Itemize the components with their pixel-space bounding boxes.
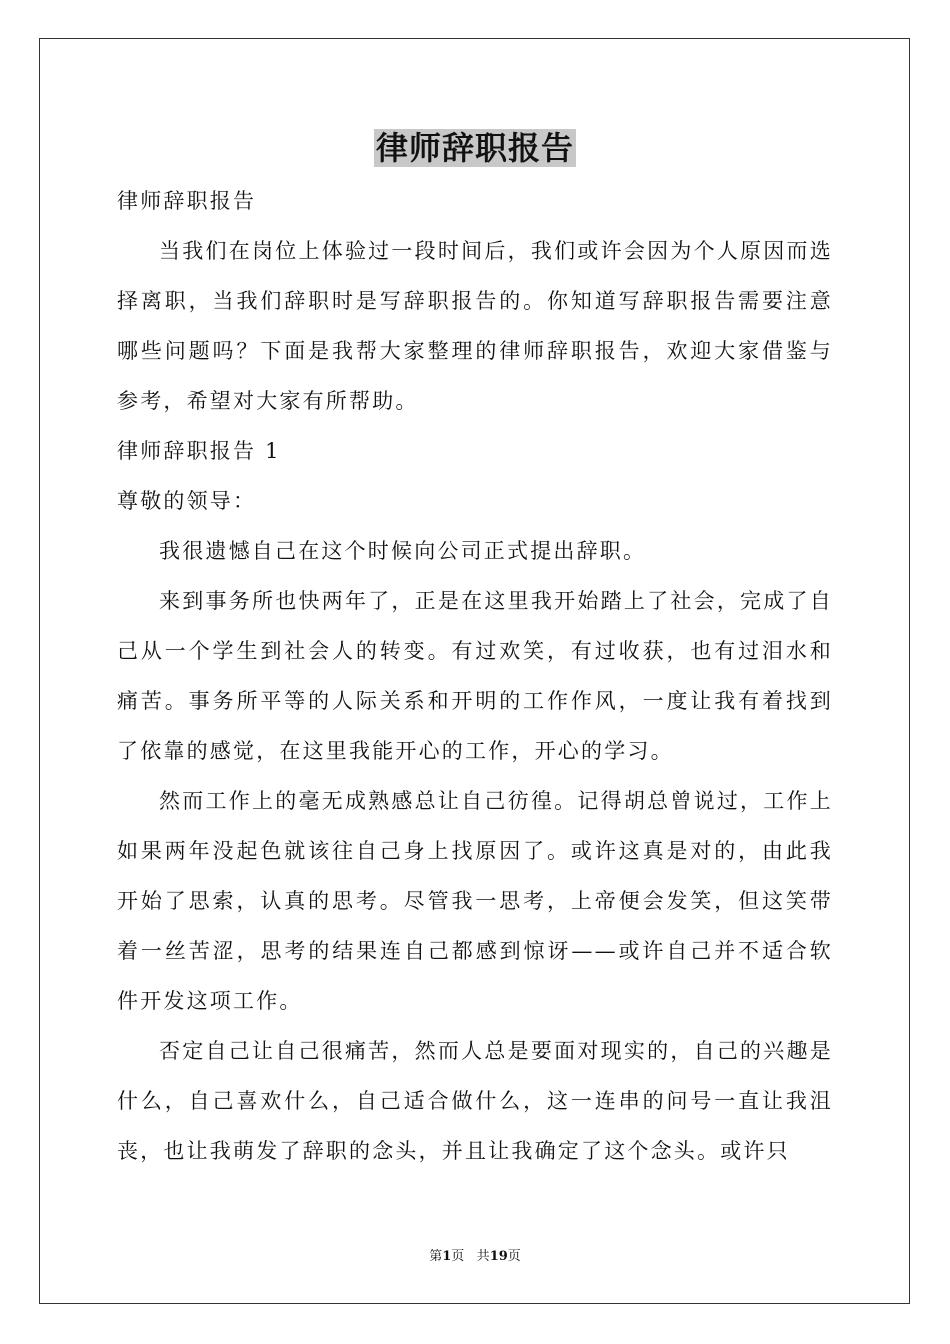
paragraph: 然而工作上的毫无成熟感总让自己彷徨。记得胡总曾说过，工作上如果两年没起色就该往自己身上找原因了。或许这真是对的，由此我开始了思索，认真的思考。尽管我一思考，上帝便会发笑，但这笑带着一丝苦涩，思考的结果连自己都感到惊讶——或许自己并不适合软件开发这项工作。	[117, 789, 833, 1013]
page-suffix: 页	[451, 1249, 465, 1264]
document-body	[117, 176, 833, 1176]
paragraph: 律师辞职报告	[117, 189, 257, 213]
document-title	[0, 126, 950, 170]
paragraph: 来到事务所也快两年了，正是在这里我开始踏上了社会，完成了自己从一个学生到社会人的转变。有过欢笑，有过收获，也有过泪水和痛苦。事务所平等的人际关系和开明的工作作风，一度让我有着找到了依靠的感觉，在这里我能开心的工作，开心的学习。	[117, 589, 833, 763]
paragraph: 尊敬的领导：	[117, 489, 257, 513]
paragraph: 我很遗憾自己在这个时候向公司正式提出辞职。	[159, 539, 647, 563]
page-prefix: 第	[429, 1249, 443, 1264]
total-pages: 19	[489, 1249, 508, 1264]
paragraph: 否定自己让自己很痛苦，然而人总是要面对现实的，自己的兴趣是什么，自己喜欢什么，自己适合做什么，这一连串的问号一直让我沮丧，也让我萌发了辞职的念头，并且让我确定了这个念头。或许只	[117, 1039, 833, 1163]
page-number: 1	[442, 1249, 452, 1264]
document-title-text: 律师辞职报告	[375, 129, 574, 167]
total-prefix: 共	[476, 1249, 490, 1264]
total-suffix: 页	[507, 1249, 521, 1264]
paragraph: 当我们在岗位上体验过一段时间后，我们或许会因为个人原因而选择离职，当我们辞职时是写辞职报告的。你知道写辞职报告需要注意哪些问题吗？下面是我帮大家整理的律师辞职报告，欢迎大家借鉴与参考，希望对大家有所帮助。	[117, 239, 833, 413]
paragraph: 律师辞职报告 1	[117, 439, 281, 463]
page-footer	[0, 1248, 950, 1266]
